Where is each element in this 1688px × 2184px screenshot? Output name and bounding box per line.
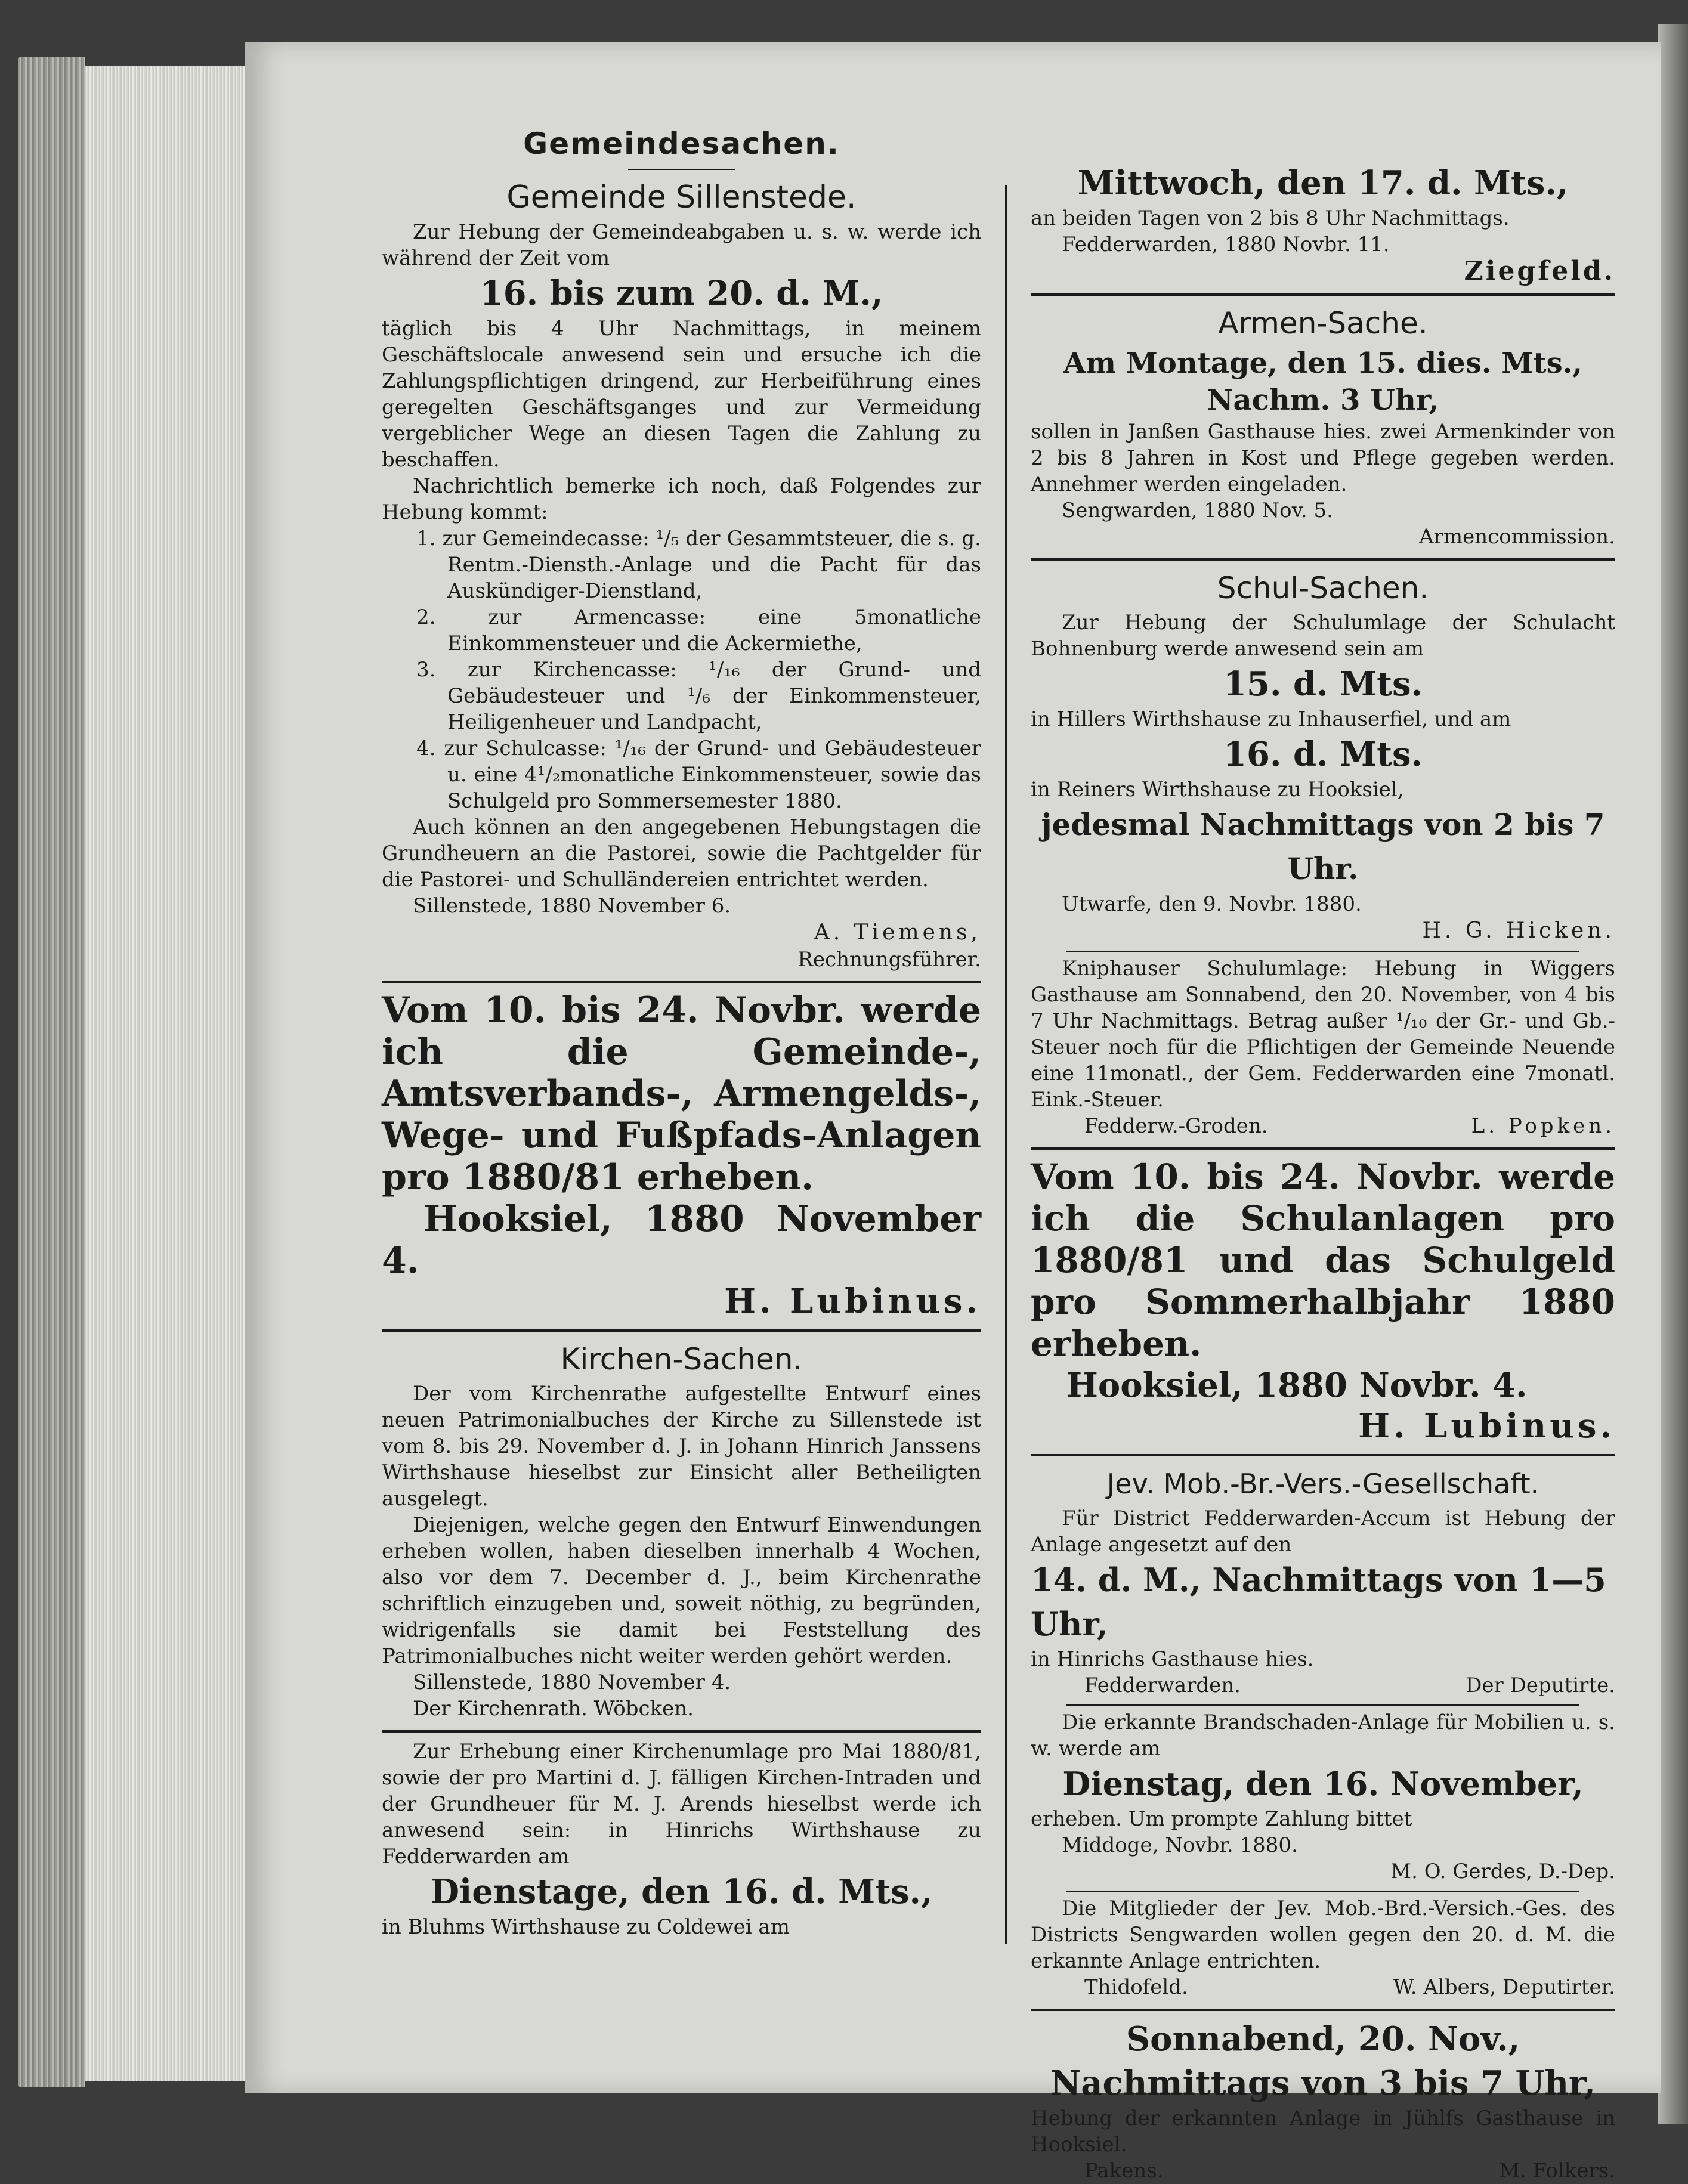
notice-date: Dienstage, den 16. d. Mts.,: [430, 1872, 933, 1911]
list-item: 2. zur Armencasse: eine 5monatliche Einkommensteuer und die Ackermiethe,: [416, 605, 981, 655]
notice-place-date: Hooksiel, 1880 November 4.: [382, 1198, 981, 1282]
notice-kirchenumlage: [382, 1738, 981, 1940]
notice-dates: 16. bis zum 20. d. M.,: [480, 274, 883, 313]
notice-footer: [1031, 1974, 1615, 2000]
notice-kirchen-sachen: [382, 1338, 981, 1722]
notice-signature: M. O. Gerdes, D.-Dep.: [1390, 1860, 1615, 1883]
divider: [382, 1730, 981, 1733]
divider: [1031, 1147, 1615, 1150]
list-item: 4. zur Schulcasse: ¹/₁₆ der Grund- und Gebäudesteuer u. eine 4¹/₂monatliche Einkommensteuer, sowie das Schulgeld pro Sommersemester 1880.: [416, 737, 981, 813]
divider: [1031, 1454, 1615, 1456]
short-rule: [628, 169, 735, 170]
column-rule: [1005, 185, 1007, 1944]
divider: [1031, 293, 1615, 296]
notice-sengwarden: [1031, 1895, 1615, 2000]
notice-tail: erheben. Um prompte Zahlung bittet: [1031, 1807, 1412, 1831]
notice-signature: A. Tiemens,: [814, 920, 981, 945]
divider: [382, 1329, 981, 1332]
notice-signature: M. Folkers.: [1499, 2159, 1615, 2183]
notice-text: in Reiners Wirthshause zu Hooksiel,: [1031, 778, 1404, 802]
book-page-edge: [18, 57, 85, 2087]
notice-note: Nachrichtlich bemerke ich noch, daß Folgendes zur Hebung kommt:: [382, 474, 981, 524]
notice-footer: [1031, 1672, 1615, 1699]
notice-place-date: Sillenstede, 1880 November 6.: [413, 894, 731, 918]
notice-text: Die Mitglieder der Jev. Mob.-Brd.-Versich.-Ges. des Districts Sengwarden wollen gegen den 20. d. M. die erkannte Anlage entrichten.: [1031, 1897, 1615, 1973]
notice-place-date: Sillenstede, 1880 November 4.: [413, 1671, 731, 1694]
notice-date: 14. d. M., Nachmittags von 1—5 Uhr,: [1031, 1561, 1606, 1643]
notice-text: Vom 10. bis 24. Novbr. werde ich die Gemeinde-, Amtsverbands-, Armengelds-, Wege- und Fußpfads-Anlagen pro 1880/81 erheben.: [382, 989, 981, 1198]
notice-place: Fedderw.-Groden.: [1084, 1114, 1268, 1138]
notice-text: Kniphauser Schulumlage: Hebung in Wiggers Gasthause am Sonnabend, den 20. November, von 4 bis 7 Uhr Nachmittags. Betrag außer ¹/₁₀ der Gr.- und Gb.-Steuer noch für die Pflichtigen der Gemeinde Neuende eine 11monatl., der Gem. Fedderwarden eine 7monatl. Eink.-Steuer.: [1031, 957, 1615, 1112]
notice-signature: Der Deputirte.: [1466, 1673, 1615, 1697]
notice-body: täglich bis 4 Uhr Nachmittags, in meinem Geschäftslocale anwesend sein und ersuche ich die Zahlungspflichtigen dringend, zur Herbeiführung eines geregelten Geschäftsganges und zur Vermeidung vergeblicher Wege an diesen Tagen die Zahlung zu beschaffen.: [382, 317, 981, 472]
notice-hooksiel-gemeinde: [382, 989, 981, 1321]
notice-footer: [1031, 1113, 1615, 1139]
notice-tail: in Bluhms Wirthshause zu Coldewei am: [382, 1915, 790, 1939]
notice-date: Dienstag, den 16. November,: [1062, 1765, 1584, 1803]
section-title-gemeindesachen: Gemeindesachen.: [523, 126, 840, 161]
divider: [1031, 2009, 1615, 2011]
notice-schul-sachen: [1031, 567, 1615, 945]
notice-signature: H. Lubinus.: [724, 1282, 981, 1321]
notice-place-date: Utwarfe, den 9. Novbr. 1880.: [1062, 892, 1362, 916]
notice-signature: H. Lubinus.: [1358, 1406, 1615, 1446]
notice-text: Für District Fedderwarden-Accum ist Hebung der Anlage angesetzt auf den: [1031, 1506, 1615, 1557]
notice-paragraph: Diejenigen, welche gegen den Entwurf Einwendungen erheben wollen, haben dieselben innerhalb 4 Wochen, also vor dem 7. December d. J., beim Kirchenrathe schriftlich einzugeben und, soweit nöthig, zu begründen, widrigenfalls sie damit bei Feststellung des Patrimonialbuches nicht weiter werden gehört werden.: [382, 1513, 981, 1668]
list-item: 1. zur Gemeindecasse: ¹/₅ der Gesammtsteuer, die s. g. Rentm.-Diensth.-Anlage und die Pacht für das Auskündiger-Dienstland,: [416, 527, 981, 603]
notice-armen-sache: [1031, 302, 1615, 550]
notice-text: in Hillers Wirthshause zu Inhauserfiel, und am: [1031, 707, 1511, 731]
notice-place: Thidofeld.: [1084, 1975, 1188, 1999]
notice-title: Kirchen-Sachen.: [560, 1342, 803, 1376]
notice-date: Am Montage, den 15. dies. Mts.,: [1063, 347, 1583, 380]
notice-text: sollen in Janßen Gasthause hies. zwei Armenkinder von 2 bis 8 Jahren in Kost und Pflege gegeben werden. Annehmer werden eingeladen.: [1031, 420, 1615, 496]
notice-fedderwarden: [1031, 161, 1615, 285]
divider: [1066, 1704, 1579, 1706]
left-column: [382, 122, 981, 1940]
notice-text: Zur Erhebung einer Kirchenumlage pro Mai 1880/81, sowie der pro Martini d. J. fälligen Kirchen-Intraden und der Grundheuer für M. J. Arends hieselbst werde ich anwesend sein: in Hinrichs Wirthshause zu Fedderwarden am: [382, 1740, 981, 1869]
notice-signature: Der Kirchenrath. Wöbcken.: [413, 1697, 694, 1721]
notice-date: Sonnabend, 20. Nov.,: [1126, 2019, 1520, 2059]
right-page-edge: [1658, 24, 1688, 2124]
right-column: [1031, 161, 1615, 2184]
notice-text: Vom 10. bis 24. Novbr. werde ich die Schulanlagen pro 1880/81 und das Schulgeld pro Sommerhalbjahr 1880 erheben.: [1031, 1156, 1615, 1364]
notice-signature: Armencommission.: [1419, 525, 1615, 549]
notice-text: Die erkannte Brandschaden-Anlage für Mobilien u. s. w. werde am: [1031, 1710, 1615, 1761]
notice-title: Armen-Sache.: [1218, 306, 1428, 341]
page-stack: [85, 66, 245, 2081]
notice-kniphauser: [1031, 955, 1615, 1139]
notice-signature: L. Popken.: [1471, 1114, 1615, 1138]
divider: [1066, 951, 1579, 952]
divider: [1066, 1891, 1579, 1892]
notice-place: Fedderwarden.: [1084, 1673, 1241, 1697]
notice-place: Pakens.: [1084, 2159, 1164, 2183]
divider: [1031, 558, 1615, 561]
notice-paragraph: Der vom Kirchenrathe aufgestellte Entwurf eines neuen Patrimonialbuches der Kirche zu Sillenstede ist vom 8. bis 29. November d. J. in Johann Hinrich Janssens Wirthshause hieselbst zur Einsicht aller Betheiligten ausgelegt.: [382, 1382, 981, 1511]
notice-text: Hebung der erkannten Anlage in Jühlfs Gasthause in Hooksiel.: [1031, 2106, 1615, 2157]
notice-place-date: Sengwarden, 1880 Nov. 5.: [1062, 499, 1333, 522]
notice-place-date: Hooksiel, 1880 Novbr. 4.: [1066, 1366, 1528, 1405]
notice-date: 16. d. Mts.: [1223, 735, 1423, 774]
notice-intro: Zur Hebung der Gemeindeabgaben u. s. w. werde ich während der Zeit vom: [382, 220, 981, 270]
notice-title: Schul-Sachen.: [1217, 571, 1429, 605]
notice-time: jedesmal Nachmittags von 2 bis 7 Uhr.: [1041, 807, 1605, 886]
notice-footer: [1031, 2158, 1615, 2184]
list-item: 3. zur Kirchencasse: ¹/₁₆ der Grund- und Gebäudesteuer und ¹/₆ der Einkommensteuer, Heiligenheuer und Landpacht,: [416, 658, 981, 734]
notice-brandschaden: [1031, 1709, 1615, 1885]
notice-title: Gemeinde Sillenstede.: [506, 180, 857, 215]
notice-date: Mittwoch, den 17. d. Mts.,: [1077, 163, 1569, 203]
notice-gemeinde-sillenstede: [382, 176, 981, 973]
notice-hooksiel-schule: [1031, 1156, 1615, 1446]
notice-hooksiel-anlage: [1031, 2017, 1615, 2184]
notice-text: Zur Hebung der Schulumlage der Schulacht Bohnenburg werde anwesend sein am: [1031, 611, 1615, 661]
notice-place-date: Fedderwarden, 1880 Novbr. 11.: [1062, 233, 1390, 256]
notice-text: an beiden Tagen von 2 bis 8 Uhr Nachmittags.: [1031, 206, 1510, 230]
notice-signature: H. G. Hicken.: [1422, 918, 1615, 943]
notice-title: Jev. Mob.-Br.-Vers.-Gesellschaft.: [1106, 1468, 1539, 1500]
notice-date: 15. d. Mts.: [1223, 664, 1423, 704]
notice-place-date: Middoge, Novbr. 1880.: [1062, 1833, 1298, 1857]
notice-signature: Ziegfeld.: [1464, 256, 1615, 286]
notice-extra: Auch können an den angegebenen Hebungstagen die Grundheuern an die Pastorei, sowie die Pachtgelder für die Pastorei- und Schulländereien entrichtet werden.: [382, 815, 981, 892]
notice-tail: in Hinrichs Gasthause hies.: [1031, 1647, 1314, 1671]
notice-role: Rechnungsführer.: [797, 948, 981, 972]
notice-time: Nachmittags von 3 bis 7 Uhr,: [1050, 2064, 1596, 2103]
divider: [382, 981, 981, 983]
notice-time: Nachm. 3 Uhr,: [1207, 383, 1439, 417]
notice-signature: W. Albers, Deputirter.: [1393, 1975, 1615, 1999]
notice-mob-br-vers: [1031, 1462, 1615, 1699]
